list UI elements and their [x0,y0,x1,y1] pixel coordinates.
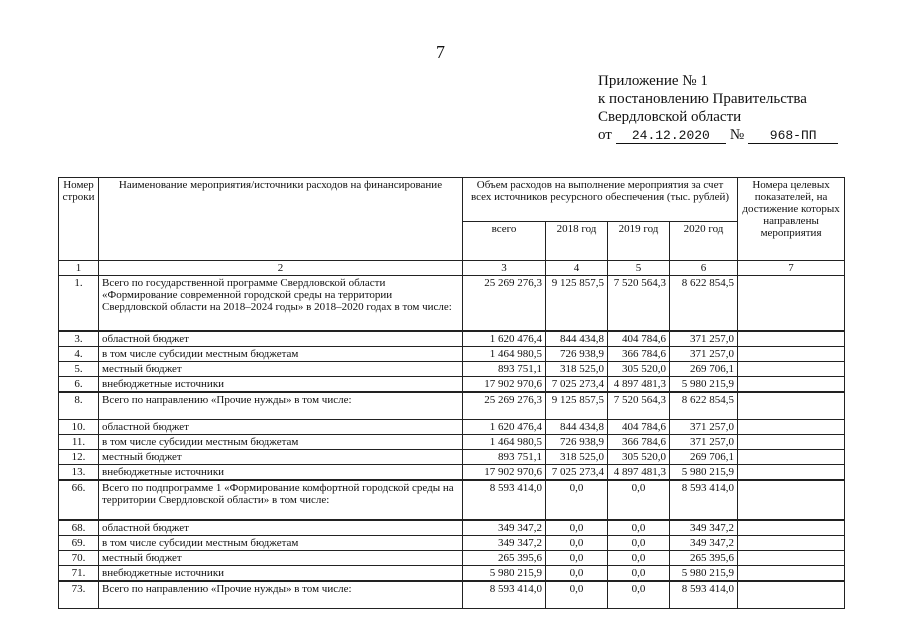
row-2020-cell: 8 593 414,0 [670,581,738,609]
column-number: 6 [670,261,738,276]
row-2020-cell: 269 706,1 [670,362,738,377]
row-2018-cell: 0,0 [546,536,608,551]
row-2018-cell: 7 025 273,4 [546,377,608,393]
table-row [59,551,845,566]
row-2018-cell: 726 938,9 [546,347,608,362]
row-number-cell: 6. [59,377,99,393]
row-2018-cell: 7 025 273,4 [546,465,608,481]
table-row [59,377,845,393]
header-targets: Номера целевых показателей, на достижение которых направлены мероприятия [738,178,845,261]
row-name-cell: Всего по государственной программе Свердловской области «Формирование современной городской среды на территории Свердловской области на 2018–2024 годы» в 2018–2020 годах в том числе: [99,276,463,332]
row-targets-cell [738,362,845,377]
appendix-title: Приложение № 1 [598,73,708,89]
row-targets-cell [738,566,845,582]
expenditure-table [58,177,845,609]
row-total-cell: 25 269 276,3 [463,276,546,332]
table-row [59,276,845,332]
row-2018-cell: 318 525,0 [546,450,608,465]
header-2019: 2019 год [608,222,670,261]
row-number-cell: 70. [59,551,99,566]
row-number-cell: 69. [59,536,99,551]
row-2018-cell: 318 525,0 [546,362,608,377]
row-name-cell: местный бюджет [99,450,463,465]
row-targets-cell [738,465,845,481]
row-total-cell: 5 980 215,9 [463,566,546,582]
row-2018-cell: 9 125 857,5 [546,276,608,332]
row-2018-cell: 0,0 [546,566,608,582]
row-2020-cell: 371 257,0 [670,347,738,362]
row-2020-cell: 5 980 215,9 [670,377,738,393]
row-name-cell: областной бюджет [99,520,463,536]
row-targets-cell [738,435,845,450]
row-2019-cell: 0,0 [608,566,670,582]
row-2018-cell: 0,0 [546,551,608,566]
row-2018-cell: 0,0 [546,480,608,520]
row-number-cell: 73. [59,581,99,609]
table-row [59,450,845,465]
row-2018-cell: 844 434,8 [546,331,608,347]
row-2019-cell: 7 520 564,3 [608,276,670,332]
row-2019-cell: 4 897 481,3 [608,377,670,393]
row-2020-cell: 5 980 215,9 [670,566,738,582]
row-number-cell: 13. [59,465,99,481]
row-number-cell: 1. [59,276,99,332]
row-2019-cell: 404 784,6 [608,331,670,347]
row-number-cell: 11. [59,435,99,450]
row-total-cell: 1 620 476,4 [463,331,546,347]
row-name-cell: областной бюджет [99,331,463,347]
table-row [59,480,845,520]
decree-date: 24.12.2020 [616,129,726,144]
row-2018-cell: 9 125 857,5 [546,392,608,420]
row-2020-cell: 8 593 414,0 [670,480,738,520]
row-targets-cell [738,276,845,332]
row-number-cell: 71. [59,566,99,582]
row-targets-cell [738,551,845,566]
table-row [59,566,845,582]
row-name-cell: местный бюджет [99,362,463,377]
row-number-cell: 3. [59,331,99,347]
row-2019-cell: 7 520 564,3 [608,392,670,420]
row-targets-cell [738,520,845,536]
row-2020-cell: 371 257,0 [670,420,738,435]
row-total-cell: 8 593 414,0 [463,480,546,520]
row-name-cell: в том числе субсидии местным бюджетам [99,536,463,551]
row-number-cell: 10. [59,420,99,435]
row-name-cell: местный бюджет [99,551,463,566]
table-row [59,520,845,536]
row-2019-cell: 4 897 481,3 [608,465,670,481]
row-2019-cell: 0,0 [608,536,670,551]
row-2020-cell: 349 347,2 [670,536,738,551]
header-name: Наименование мероприятия/источники расходов на финансирование [99,178,463,261]
row-2019-cell: 404 784,6 [608,420,670,435]
table-row [59,420,845,435]
row-targets-cell [738,347,845,362]
row-2020-cell: 349 347,2 [670,520,738,536]
row-2020-cell: 371 257,0 [670,331,738,347]
appendix-date-number-line [598,126,838,144]
column-number: 5 [608,261,670,276]
row-total-cell: 265 395,6 [463,551,546,566]
row-2020-cell: 371 257,0 [670,435,738,450]
table-row [59,392,845,420]
row-name-cell: внебюджетные источники [99,377,463,393]
column-number: 4 [546,261,608,276]
row-2019-cell: 0,0 [608,480,670,520]
from-label: от [598,127,612,143]
row-number-cell: 66. [59,480,99,520]
row-total-cell: 1 464 980,5 [463,347,546,362]
row-total-cell: 17 902 970,6 [463,465,546,481]
row-total-cell: 25 269 276,3 [463,392,546,420]
row-2019-cell: 366 784,6 [608,347,670,362]
table-row [59,347,845,362]
row-targets-cell [738,581,845,609]
page-number: 7 [436,42,445,62]
row-2019-cell: 0,0 [608,551,670,566]
header-total: всего [463,222,546,261]
row-2018-cell: 844 434,8 [546,420,608,435]
row-targets-cell [738,536,845,551]
row-2020-cell: 8 622 854,5 [670,392,738,420]
row-total-cell: 1 464 980,5 [463,435,546,450]
appendix-decree-line: к постановлению Правительства [598,91,807,107]
row-2020-cell: 265 395,6 [670,551,738,566]
row-targets-cell [738,377,845,393]
row-number-cell: 8. [59,392,99,420]
table-row [59,331,845,347]
row-name-cell: Всего по направлению «Прочие нужды» в том числе: [99,581,463,609]
row-number-cell: 12. [59,450,99,465]
row-2019-cell: 366 784,6 [608,435,670,450]
column-number-row [59,261,845,276]
column-number: 3 [463,261,546,276]
decree-number: 968-ПП [748,129,838,144]
number-label: № [729,127,745,143]
table-row [59,362,845,377]
row-targets-cell [738,480,845,520]
header-volume: Объем расходов на выполнение мероприятия за счет всех источников ресурсного обеспечения (тыс. рублей) [463,178,738,222]
column-number: 1 [59,261,99,276]
header-row-number: Номер строки [59,178,99,261]
row-total-cell: 893 751,1 [463,450,546,465]
row-targets-cell [738,420,845,435]
row-number-cell: 4. [59,347,99,362]
row-2018-cell: 0,0 [546,581,608,609]
row-name-cell: Всего по подпрограмме 1 «Формирование комфортной городской среды на территории Свердловской области» в том числе: [99,480,463,520]
row-2019-cell: 305 520,0 [608,450,670,465]
row-2020-cell: 269 706,1 [670,450,738,465]
table-row [59,581,845,609]
row-total-cell: 893 751,1 [463,362,546,377]
row-total-cell: 8 593 414,0 [463,581,546,609]
header-2020: 2020 год [670,222,738,261]
row-2020-cell: 5 980 215,9 [670,465,738,481]
row-number-cell: 68. [59,520,99,536]
row-targets-cell [738,392,845,420]
row-name-cell: областной бюджет [99,420,463,435]
row-2019-cell: 0,0 [608,520,670,536]
row-name-cell: внебюджетные источники [99,465,463,481]
table-row [59,435,845,450]
row-targets-cell [738,331,845,347]
table-row [59,465,845,481]
row-name-cell: внебюджетные источники [99,566,463,582]
appendix-region-line: Свердловской области [598,109,742,125]
column-number: 7 [738,261,845,276]
row-name-cell: в том числе субсидии местным бюджетам [99,347,463,362]
row-2018-cell: 0,0 [546,520,608,536]
row-number-cell: 5. [59,362,99,377]
column-number: 2 [99,261,463,276]
row-total-cell: 349 347,2 [463,536,546,551]
row-2019-cell: 0,0 [608,581,670,609]
table-row [59,536,845,551]
appendix-header [598,72,838,144]
row-name-cell: в том числе субсидии местным бюджетам [99,435,463,450]
row-targets-cell [738,450,845,465]
row-total-cell: 349 347,2 [463,520,546,536]
header-2018: 2018 год [546,222,608,261]
row-2019-cell: 305 520,0 [608,362,670,377]
row-2018-cell: 726 938,9 [546,435,608,450]
row-name-cell: Всего по направлению «Прочие нужды» в том числе: [99,392,463,420]
row-total-cell: 1 620 476,4 [463,420,546,435]
row-2020-cell: 8 622 854,5 [670,276,738,332]
row-total-cell: 17 902 970,6 [463,377,546,393]
